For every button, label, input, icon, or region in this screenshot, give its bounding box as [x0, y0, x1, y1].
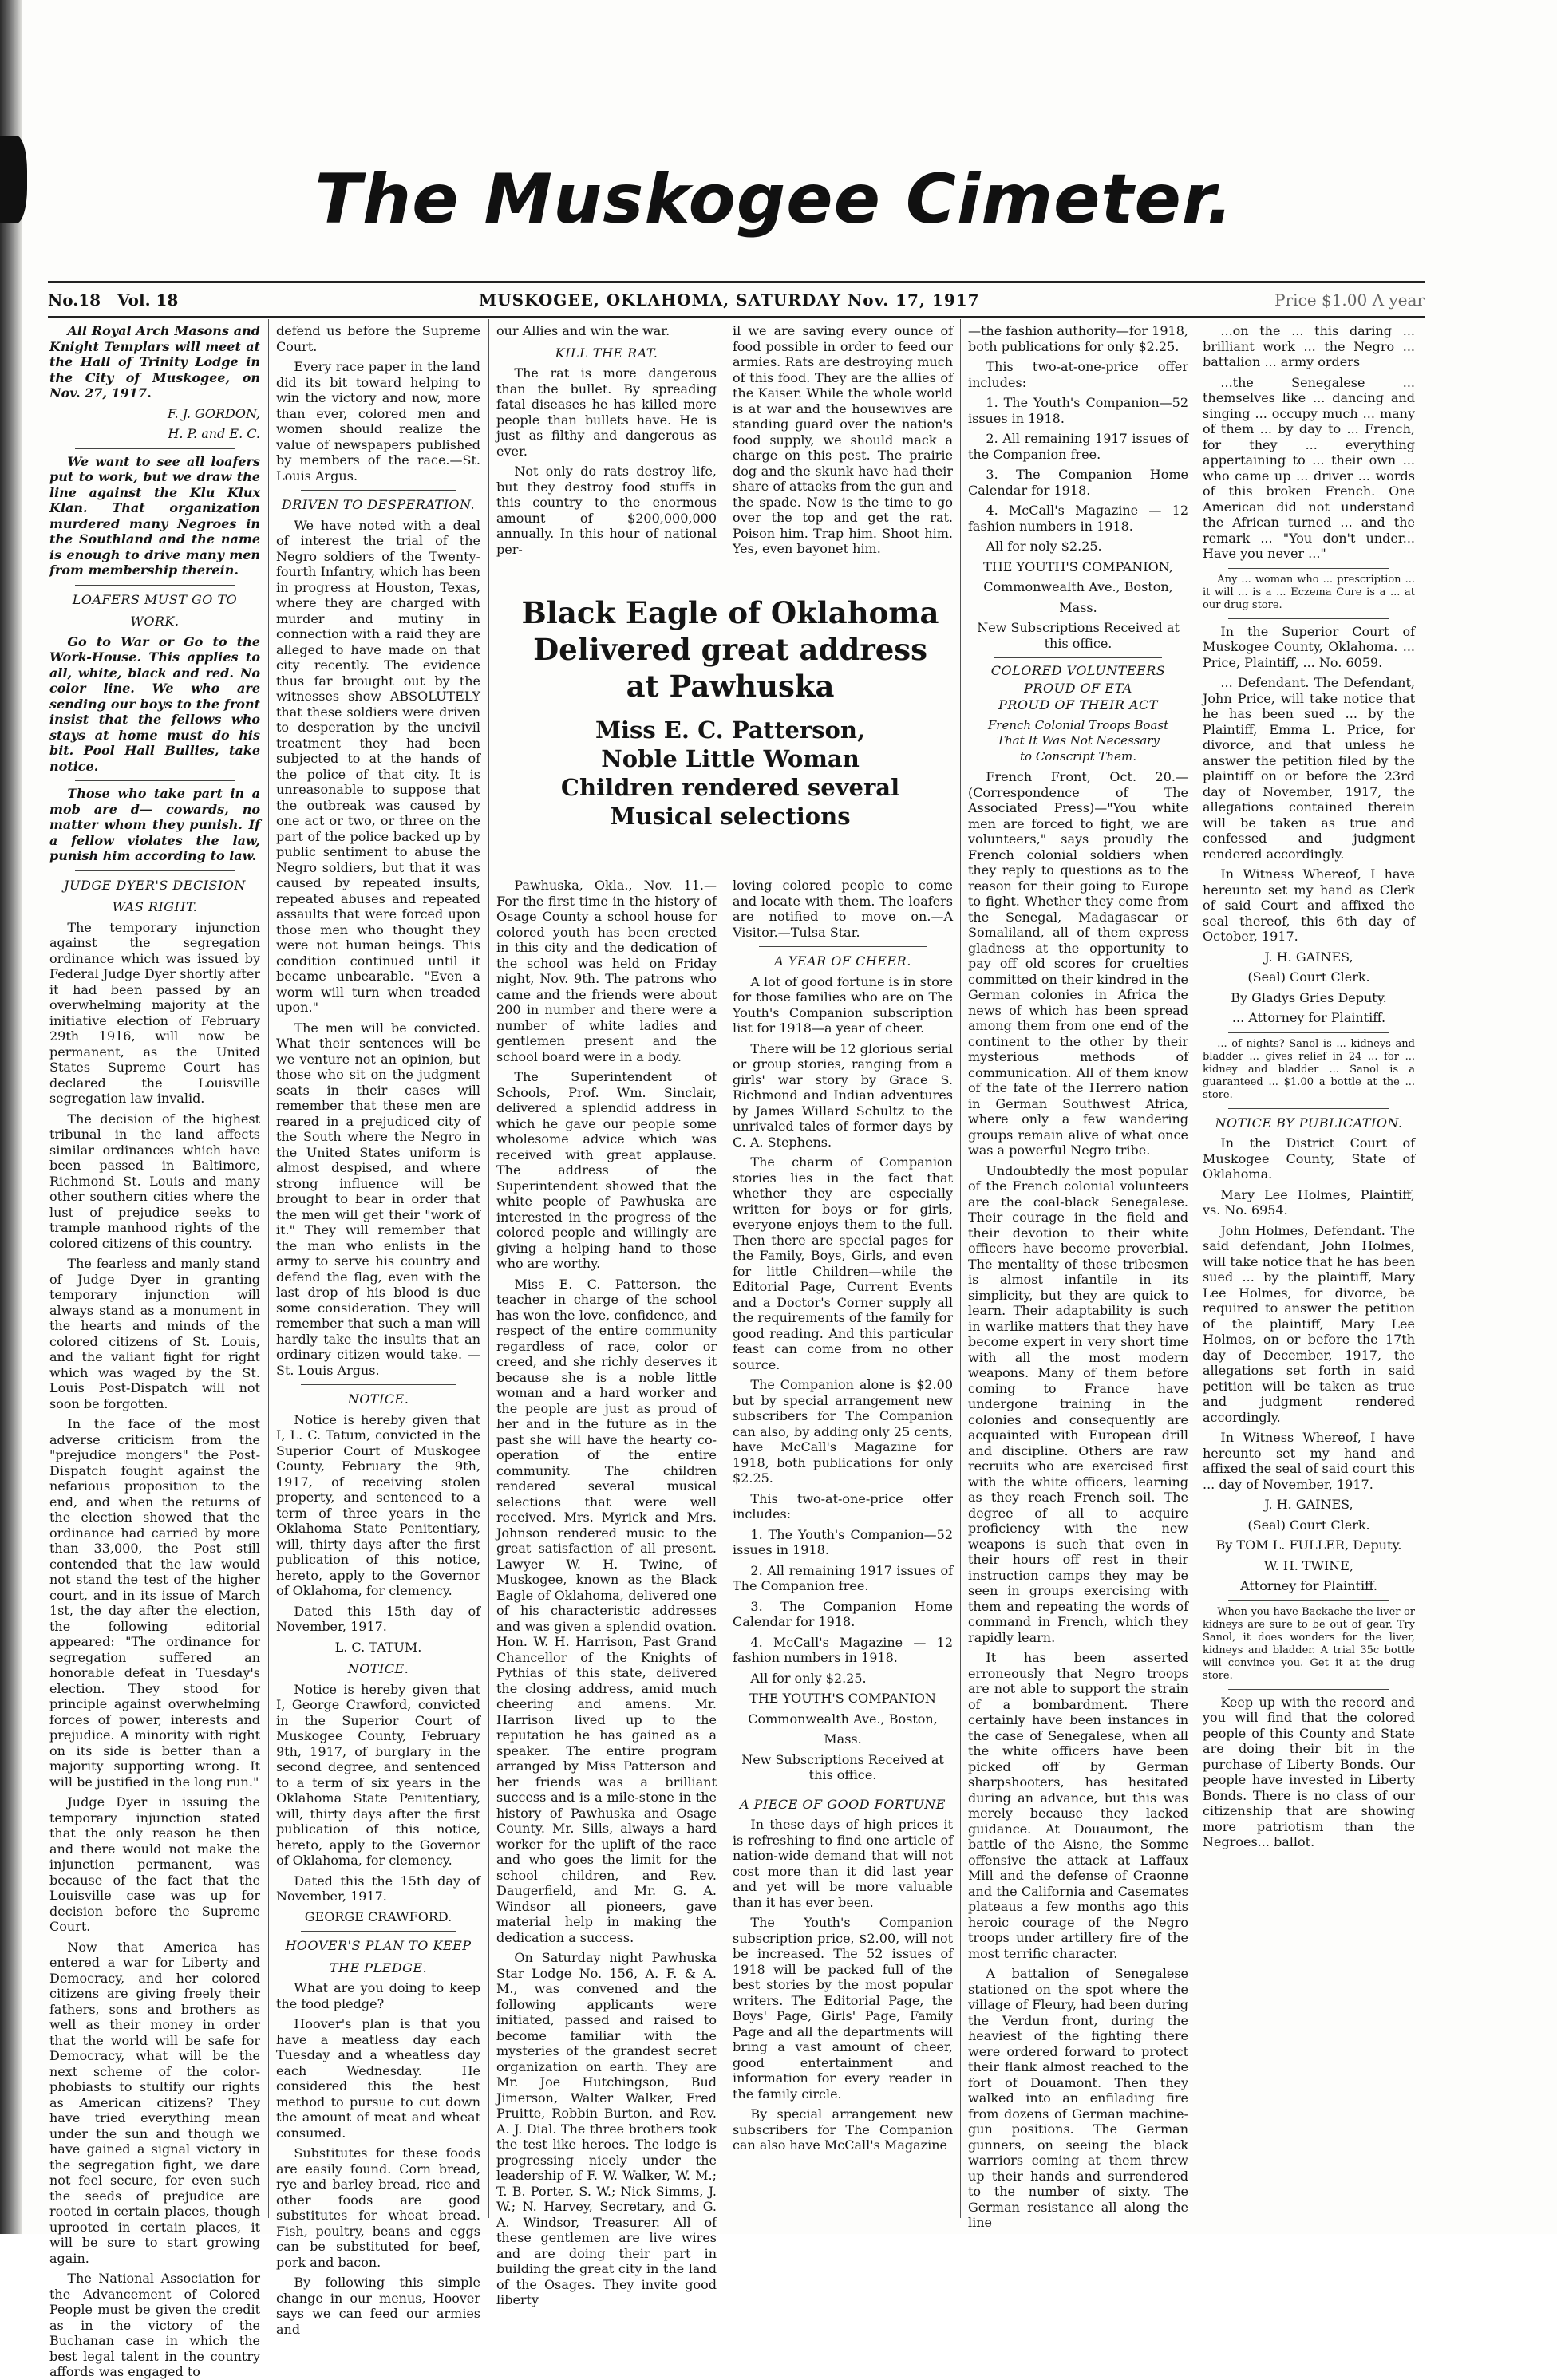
subheadline: to Conscript Them.: [1020, 748, 1136, 764]
article-paragraph: A lot of good fortune is in store for those families who are on The Youth's Companion subscription list for 1918—a year of cheer.: [733, 973, 953, 1036]
headline: WAS RIGHT.: [112, 899, 198, 914]
headline: JUDGE DYER'S DECISION: [64, 877, 246, 893]
court-notice: In Witness Whereof, I have hereunto set my hand as Clerk of said Court and affixed the seal thereof, this 6th day of October, 1917.: [1203, 866, 1415, 944]
court-signature: J. H. GAINES,: [1264, 1497, 1353, 1512]
article-paragraph: The fearless and manly stand of Judge Dyer in granting temporary injunction will always stand as a monument in the hearts and minds of the colored citizens of St. Louis, and the valiant fight for right which was waged by the St. Louis Post-Dispatch will not soon be forgotten.: [49, 1256, 260, 1411]
article-paragraph: The Superintendent of Schools, Prof. Wm. Sinclair, delivered a splendid address in which he gave our people some wholesome advice which was received with great applause. The address of the Superintendent showed that the white people of Pawhuska are interested in the progress of the colored people and willingly are giving a helping hand to those who are worthy.: [496, 1069, 717, 1271]
address: Commonwealth Ave., Boston,: [983, 579, 1173, 594]
deck-line: Children rendered several: [560, 774, 900, 801]
divider: [759, 946, 927, 947]
column-4: [733, 878, 953, 2218]
publisher: THE YOUTH'S COMPANION: [749, 1691, 936, 1706]
divider: [75, 448, 235, 449]
notice-signature: GEORGE CRAWFORD.: [304, 1908, 452, 1924]
article-paragraph: Hoover's plan is that you have a meatless day each Tuesday and a wheatless day each Wednesday. He considered this the best method to pursue to cut down the amount of meat and wheat consumed.: [276, 2016, 480, 2141]
issue-number: [48, 290, 178, 310]
article-paragraph: defend us before the Supreme Court.: [276, 323, 480, 354]
column-5: [968, 323, 1188, 2230]
divider: [75, 870, 235, 871]
divider: [1228, 1108, 1389, 1109]
article-paragraph: By special arrangement new subscribers for The Companion can also have McCall's Magazine: [733, 2106, 953, 2153]
volume-label: Vol. 18: [117, 290, 179, 310]
list-item: 1. The Youth's Companion—52 issues in 1918.: [968, 395, 1188, 426]
masthead-title: The Muskogee Cimeter.: [314, 160, 1234, 239]
divider: [1228, 1032, 1389, 1033]
place-date: MUSKOGEE, OKLAHOMA, SATURDAY Nov. 17, 1917: [479, 290, 980, 310]
article-paragraph: It has been asserted erroneously that Negro troops are not able to support the strain of a bombardment. There certainly have been instances in the case of Senegalese, when all the white officers have been picked off by German sharpshooters, has hesitated during an advance, but this was merely because they lacked guidance. At Douaumont, the battle of the Aisne, the Somme offensive the attack at Laffaux Mill and the defense of Craonne and the California and Casemates plateaus a few months ago this heroic courage of the Negro troops under artillery fire of the most terrific character.: [968, 1650, 1188, 1961]
address: Mass.: [824, 1731, 862, 1747]
article-paragraph: Judge Dyer in issuing the temporary injunction stated that the only reason he then and there would not make the injunction permanent, was because of the fact that the Louisville case was up for decision before the Supreme Court.: [49, 1794, 260, 1934]
court-signature: (Seal) Court Clerk.: [1247, 1517, 1370, 1533]
headline: DRIVEN TO DESPERATION.: [281, 497, 476, 512]
column-2: [276, 323, 480, 2337]
advertisement: Any ... woman who ... prescription ... it will ... is a ... Eczema Cure is a ... at our drug store.: [1203, 573, 1415, 611]
masons-notice: All Royal Arch Masons and Knight Templars will meet at the Hall of Trinity Lodge in the City of Muskogee, on Nov. 27, 1917.: [49, 323, 260, 401]
subscriptions-note: New Subscriptions Received at this office.: [977, 620, 1180, 651]
masons-sig: F. J. GORDON,: [167, 405, 260, 421]
court-signature: (Seal) Court Clerk.: [1247, 969, 1370, 985]
article-paragraph: Substitutes for these foods are easily found. Corn bread, rye and barley bread, rice and other foods are good substitutes for wheat bread. Fish, poultry, beans and eggs can be substituted for beef, pork and bacon.: [276, 2145, 480, 2270]
notice-paragraph: Notice is hereby given that I, L. C. Tatum, convicted in the Superior Court of Muskogee County, February the 9th, 1917, of receiving stolen property, and sentenced to a term of three years in the Oklahoma State Penitentiary, will, thirty days after the first publication of this notice, hereto, apply to the Governor of Oklahoma, for clemency.: [276, 1411, 480, 1598]
headline-line: Delivered great address: [533, 632, 927, 667]
court-notice: John Holmes, Defendant. The said defendant, John Holmes, will take notice that he has been sued ... by the plaintiff, Mary Lee Holmes, for divorce, be required to answer the petition of the plaintiff, Mary Lee Holmes, on or before the 17th day of December, 1917, the allegations set forth in said petition will be taken as true and judgment rendered accordingly.: [1203, 1222, 1415, 1425]
advertisement: When you have Backache the liver or kidneys are sure to be out of gear. Try Sanol, it does wonders for the liver, kidneys and bladder. A trial 35c bottle will convince you. Get it at the drug store.: [1203, 1605, 1415, 1682]
article-paragraph: The rat is more dangerous than the bullet. By spreading fatal diseases he has killed more people than bullets have. He is just as filthy and dangerous as ever.: [496, 365, 717, 459]
masthead-rule-top: [48, 281, 1425, 283]
headline-line: Black Eagle of Oklahoma: [521, 595, 939, 630]
publisher: THE YOUTH'S COMPANION,: [983, 558, 1173, 574]
subheadline: That It Was Not Necessary: [997, 733, 1160, 748]
divider: [1228, 618, 1389, 619]
court-notice: ... Defendant. The Defendant, John Price, will take notice that he has been sued ... by the Plaintiff, Emma L. Price, for divorce, and that unless he answer the petition filed by the plaintiff on or before the 23rd day of November, 1917, the allegations contained therein will be taken as true and confessed and judgment rendered accordingly.: [1203, 675, 1415, 862]
column-4-top: [733, 323, 953, 562]
column-3-top: [496, 323, 717, 562]
banner-headline: [495, 594, 966, 831]
article-paragraph: The decision of the highest tribunal in the land affects similar ordinances which have been passed in Baltimore, Richmond St. Louis and many other southern cities where the lust of prejudice seeks to trample manhood rights of the colored citizens of this country.: [49, 1111, 260, 1251]
article-paragraph: Pawhuska, Okla., Nov. 11.— For the first time in the history of Osage County a school house for colored youth has been erected in this city and the dedication of the school was held on Friday night, Nov. 9th. The patrons who came and the friends were about 200 in number and there were a number of white ladies and gentlemen present and the school board were in a body.: [496, 878, 717, 1064]
headline-line: at Pawhuska: [626, 669, 835, 704]
price-line: All for noly $2.25.: [986, 539, 1102, 554]
notice-paragraph: Notice is hereby given that I, George Crawford, convicted in the Superior Court of Muskogee County, February 9th, 1917, of burglary in the second degree, and sentenced to a term of six years in the Oklahoma State Penitentiary, will, thirty days after the first publication of this notice, hereto, apply to the Governor of Oklahoma, for clemency.: [276, 1681, 480, 1868]
headline: A PIECE OF GOOD FORTUNE: [740, 1796, 946, 1812]
address: Commonwealth Ave., Boston,: [748, 1711, 938, 1727]
headline: PROUD OF ETA: [1024, 680, 1132, 696]
article-paragraph: There will be 12 glorious serial or group stories, ranging from a girls' war story by Grace S. Richmond and Indian adventures by James Willard Schultz to the unrivaled tales of former days by C. A. Stephens.: [733, 1040, 953, 1150]
scan-edge: [0, 0, 22, 2234]
list-item: 3. The Companion Home Calendar for 1918.: [968, 467, 1188, 498]
divider: [1228, 568, 1389, 569]
article-paragraph: Not only do rats destroy life, but they destroy food stuffs in this country to the enormous amount of $200,000,000 annually. In this hour of national per-: [496, 464, 717, 557]
column-6: [1203, 323, 1415, 2218]
court-notice: In Witness Whereof, I have hereunto set my hand and affixed the seal of said court this ... day of November, 1917.: [1203, 1430, 1415, 1492]
subheadline: French Colonial Troops Boast: [987, 717, 1169, 732]
headline: WORK.: [130, 614, 180, 629]
article-paragraph: Undoubtedly the most popular of the French colonial volunteers are the coal-black Senegalese. Their courage in the field and their devotion to their white officers have become proverbial. The mentality of these tribesmen is almost infantile in its simplicity, but they are quick to learn. Their adaptability is such in warlike matters that they have become expert in very short time with all the most modern weapons. Many of them before coming to France have undergone training in the colonies and consequently are acquainted with European drill and discipline. Others are raw recruits who are exercised first with the white officers, learning as they reach French soil. The degree of all to acquire proficiency with the new weapons is such that even in their hours off rest in their instruction camps they may be seen in groups exercising with them and repeating the words of command in French, which they rapidly learn.: [968, 1162, 1188, 1645]
article-paragraph: ...the Senegalese ... themselves like ... dancing and singing ... occupy much ... many of them ... by day to ... French, for they ... everything appertaining to ... their own ... who came up ... driver ... words of this broken French. One American did not understand the African turned ... and the remark ... "You don't under... Have you never ...": [1203, 374, 1415, 561]
list-item: 2. All remaining 1917 issues of The Companion free.: [733, 1562, 953, 1593]
headline: NOTICE BY PUBLICATION.: [1215, 1115, 1403, 1131]
article-paragraph: A battalion of Senegalese stationed on the spot where the village of Fleury, had been during the Verdun front, during the heaviest of the fighting there were ordered forward to protect their flank almost reached to the fort of Douamont. Then they walked into an enfilading fire from dozens of German machine-gun positions. The German gunners, on seeing the black warriors coming at them threw up their hands and surrendered to the number of sixty. The German resistance all along the line: [968, 1966, 1188, 2230]
court-notice: In the Superior Court of Muskogee County, Oklahoma. ... Price, Plaintiff, ... No. 6059.: [1203, 623, 1415, 670]
article-paragraph: The men will be convicted. What their sentences will be we venture not an opinion, but those who sit on the judgment seats in their cases will remember that these men are reared in a prejudiced city of the South where the Negro in the United States uniform is almost despised, and where strong influence will be brought to bear in order that the men will get their "work of it." They will remember that the man who enlists in the army to serve his country and defend the flag, even with the last drop of his blood is due some consideration. They will remember that such a man will hardly take the insults that an ordinary citizen would take. —St. Louis Argus.: [276, 1020, 480, 1378]
divider: [301, 1384, 456, 1385]
notice-signature: L. C. TATUM.: [334, 1639, 422, 1655]
notice-date: Dated this the 15th day of November, 1917.: [276, 1873, 480, 1904]
headline: LOAFERS MUST GO TO: [72, 591, 238, 607]
article-paragraph: By following this simple change in our menus, Hoover says we can feed our armies and: [276, 2275, 480, 2337]
headline: THE PLEDGE.: [329, 1960, 428, 1975]
deck-line: Miss E. C. Patterson,: [595, 716, 866, 744]
headline: NOTICE.: [347, 1391, 409, 1407]
court-signature: W. H. TWINE,: [1263, 1557, 1354, 1573]
court-signature: J. H. GAINES,: [1264, 949, 1353, 965]
divider: [1228, 1689, 1389, 1690]
article-paragraph: The temporary injunction against the segregation ordinance which was issued by Federal Judge Dyer shortly after it had been passed by an overwhelming majority at the initiative election of February 29th 1916, will now be permanent, as the United States Supreme Court has declared the Louisville segregation law invalid.: [49, 919, 260, 1106]
article-paragraph: —the fashion authority—for 1918, both publications for only $2.25.: [968, 323, 1188, 354]
headline: COLORED VOLUNTEERS: [990, 663, 1166, 678]
list-item: 4. McCall's Magazine — 12 fashion numbers in 1918.: [968, 503, 1188, 534]
mob-body: Those who take part in a mob are d— cowards, no matter whom they punish. If a fellow violates the law, punish him according to law.: [49, 786, 260, 863]
price-line: All for only $2.25.: [750, 1670, 867, 1686]
masons-sig: H. P. and E. C.: [168, 426, 260, 441]
subscriptions-note: New Subscriptions Received at this office.: [741, 1751, 944, 1782]
divider: [75, 780, 235, 781]
article-paragraph: il we are saving every ounce of food possible in order to feed our armies. Rats are destroying much of this food. They are the allies of the Kaiser. While the whole world is at war and the housewives are standing guard over the nation's food supply, we should mack a charge on this pest. The prairie dog and the skunk have had their share of attacks from the gun and the spade. Now is the time to go over the top and get the rat. Poison him. Trap him. Shoot him. Yes, even bayonet him.: [733, 323, 953, 556]
court-signature: ... Attorney for Plaintiff.: [1231, 1010, 1386, 1025]
masthead-rule-bottom: [48, 316, 1425, 318]
ink-blot: [0, 136, 27, 223]
deck-line: Musical selections: [610, 803, 851, 830]
article-paragraph: Now that America has entered a war for Liberty and Democracy, and her colored citizens are giving freely their fathers, sons and brothers as well as their money in order that the world will be safe for Democracy, what will be the next scheme of the color-phobiasts to stultify our rights as American citizens? They have tried everything mean under the sun and though we have gained a signal victory in the segregation fight, we dare not feel secure, for even such the seeds of prejudice are rooted in certain places, though uprooted in certain places, it will be sure to start growing again.: [49, 1939, 260, 2266]
headline: HOOVER'S PLAN TO KEEP: [285, 1938, 472, 1953]
divider: [301, 1931, 456, 1932]
column-1: [49, 323, 260, 2379]
court-signature: By TOM L. FULLER, Deputy.: [1215, 1537, 1402, 1553]
headline: PROUD OF THEIR ACT: [998, 697, 1158, 712]
article-paragraph: What are you doing to keep the food pledge?: [276, 1980, 480, 2011]
article-paragraph: Every race paper in the land did its bit toward helping to win the victory and now, more than ever, colored men and women should realize the value of newspapers published by members of the race.—St. Louis Argus.: [276, 359, 480, 483]
article-paragraph: The Companion alone is $2.00 but by special arrangement new subscribers for The Companion can also, by adding only 25 cents, have McCall's Magazine for 1918, both publications for only $2.25.: [733, 1377, 953, 1486]
article-paragraph: The Youth's Companion subscription price, $2.00, will not be increased. The 52 issues of 1918 will be packed full of the best stories by the most popular writers. The Editorial Page, the Boys' Page, Girls' Page, Family Page and all the departments will bring a vast amount of cheer, good entertainment and information for every reader in the family circle.: [733, 1915, 953, 2102]
article-paragraph: The National Association for the Advancement of Colored People must be given the credit as in the victory of the Buchanan case in which the best legal talent in the country affords was engaged to: [49, 2271, 260, 2379]
column-rule: [488, 319, 489, 2218]
article-paragraph: our Allies and win the war.: [496, 323, 670, 338]
headline: NOTICE.: [347, 1661, 409, 1676]
list-item: 4. McCall's Magazine — 12 fashion numbers in 1918.: [733, 1634, 953, 1665]
article-paragraph: loving colored people to come and locate with them. The loafers are notified to move on.—A Visitor.—Tulsa Star.: [733, 878, 953, 940]
loafers-body: Go to War or Go to the Work-House. This applies to all, white, black and red. No color line. We who are sending our boys to the front insist that the fellows who stays at home must do his bit. Pool Hall Bullies, take notice.: [49, 633, 260, 774]
address: Mass.: [1059, 599, 1097, 615]
article-paragraph: The charm of Companion stories lies in the fact that whether they are especially written for boys or for girls, everyone enjoys them to the full. Then there are special pages for the Family, Boys, Girls, and even for little Children—while the Editorial Page, Current Events and a Doctor's Corner supply all the requirements of the family for good reading. And this particular feast can come from no other source.: [733, 1154, 953, 1372]
deck-line: Noble Little Woman: [601, 745, 860, 772]
column-3: [496, 878, 717, 2307]
number-label: No.18: [48, 290, 101, 310]
divider: [994, 657, 1162, 658]
headline: A YEAR OF CHEER.: [774, 953, 911, 969]
list-item: 3. The Companion Home Calendar for 1918.: [733, 1598, 953, 1629]
list-item: 1. The Youth's Companion—52 issues in 1918.: [733, 1526, 953, 1557]
article-paragraph: In the face of the most adverse criticism from the "prejudice mongers" the Post-Dispatch fought against the nefarious proposition to the end, and when the returns of the election showed that the ordinance had carried by more than 33,000, the Post still contended that the law would not stand the test of the higher court, and in its issue of March 1st, the day after the election, the following editorial appeared: "The ordinance for segregation suffered an honorable defeat in Tuesday's election. They stood for principle against overwhelming forces of power, interests and prejudice. A minority with right on its side is better than a majority supporting wrong. It will be justified in the long run.": [49, 1416, 260, 1790]
court-signature: Attorney for Plaintiff.: [1240, 1578, 1377, 1593]
article-paragraph: French Front, Oct. 20.—(Correspondence of The Associated Press)—"You white men are forced to fight, we are volunteers," says proudly the French colonial soldiers when they reply to questions as to the reason for their going to Europe to fight. Whether they come from the Senegal, Madagascar or Somaliland, all of them express gladness at the opportunity to pay off old scores for cruelties committed on their kindred in the German colonies in Africa the news of which has been spread among them from one end of the continent to the other by their mysterious methods of communication. All of them know of the fate of the Herrero nation in German Southwest Africa, where only a few wandering groups remain alive of what once was a powerful Negro tribe.: [968, 769, 1188, 1158]
divider: [301, 490, 456, 491]
court-notice: In the District Court of Muskogee County, State of Oklahoma.: [1203, 1135, 1415, 1182]
article-paragraph: This two-at-one-price offer includes:: [968, 359, 1188, 390]
divider: [1228, 1600, 1389, 1601]
list-item: 2. All remaining 1917 issues of the Companion free.: [968, 431, 1188, 462]
article-paragraph: In these days of high prices it is refreshing to find one article of nation-wide demand that will not cost more than it did last year and yet will be more valuable than it has ever been.: [733, 1817, 953, 1910]
court-notice: Mary Lee Holmes, Plaintiff, vs. No. 6954.: [1203, 1186, 1415, 1218]
loafers-notice: We want to see all loafers put to work, but we draw the line against the Klu Klux Klan. That organization murdered many Negroes in the Southland and the name is enough to drive many men from membership therein.: [49, 453, 260, 578]
court-signature: By Gladys Gries Deputy.: [1231, 989, 1387, 1005]
article-paragraph: Keep up with the record and you will find that the colored people of this County and State are doing their bit in the purchase of Liberty Bonds. Our people have invested in Liberty Bonds. There is no class of our citizenship that are showing more patriotism than the Negroes... ballot.: [1203, 1694, 1415, 1849]
price: Price $1.00 A year: [1274, 290, 1425, 310]
article-paragraph: On Saturday night Pawhuska Star Lodge No. 156, A. F. & A. M., was convened and the following applicants were initiated, passed and raised to become familiar with the mysteries of the grandest secret organization on earth. They are Mr. Joe Hutchingson, Bud Jimerson, Walter Walker, Fred Pruitte, Robbin Burton, and Rev. A. J. Dial. The three brothers took the test like heroes. The lodge is progressing nicely under the leadership of F. W. Walker, W. M.; T. B. Porter, S. W.; Nick Simms, J. W.; N. Harvey, Secretary, and G. A. Windsor, Treasurer. All of these gentlemen are live wires and are doing their part in building the great city in the land of the Osages. They invite good liberty: [496, 1950, 717, 2307]
article-paragraph: ...on the ... this daring ... brilliant work ... the Negro ... battalion ... army orders: [1203, 323, 1415, 369]
divider: [75, 585, 235, 586]
column-rule: [268, 319, 269, 2218]
article-paragraph: We have noted with a deal of interest the trial of the Negro soldiers of the Twenty-fourth Infantry, which has been in progress at Houston, Texas, where they are charged with murder and mutiny in connection with a raid they are alleged to have made on that city recently. The evidence thus far brought out by the witnesses show ABSOLUTELY that these soldiers were driven to desperation by the uncivil treatment they had been subjected to at the hands of the police of that city. It is unreasonable to suppose that the outbreak was caused by one act or two, or three on the part of the police backed up by public sentiment to abuse the Negro soldiers, but that it was caused by repeated insults, repeated abuses and repeated assaults that were forced upon those men who thought they were not human beings. This condition continued until it became unbearable. "Even a worm will turn when treaded upon.": [276, 517, 480, 1015]
article-paragraph: This two-at-one-price offer includes:: [733, 1490, 953, 1522]
headline: KILL THE RAT.: [555, 345, 658, 361]
notice-date: Dated this 15th day of November, 1917.: [276, 1603, 480, 1634]
advertisement: ... of nights? Sanol is ... kidneys and bladder ... gives relief in 24 ... for ... kidney and bladder ... Sanol is a guaranteed ... $1.00 a bottle at the ... store.: [1203, 1037, 1415, 1101]
dateline: [48, 287, 1425, 314]
article-paragraph: Miss E. C. Patterson, the teacher in charge of the school has won the love, confidence, and respect of the entire community regardless of race, color or creed, and she richly deserves it because she is a noble little woman and a hard worker and the people are just as proud of her and in the future as in the past she will have the hearty co-operation of the entire community. The children rendered several musical selections that were well received. Mrs. Myrick and Mrs. Johnson rendered music to the great satisfaction of all present. Lawyer W. H. Twine, of Muskogee, known as the Black Eagle of Oklahoma, delivered one of his characteristic addresses and was given a splendid ovation. Hon. W. H. Harrison, Past Grand Chancellor of the Knights of Pythias of this state, delivered the closing address, amid much cheering and amens. Mr. Harrison lived up to the reputation he has gained as a speaker. The entire program arranged by Miss Patterson and her friends was a brilliant success and is a mile-stone in the history of Pawhuska and Osage County. Mr. Sills, always a hard worker for the uplift of the race and who goes the limit for the school children, and Rev. Daugerfield, and Mr. G. A. Windsor all pioneers, gave material help in making the dedication a success.: [496, 1276, 717, 1945]
